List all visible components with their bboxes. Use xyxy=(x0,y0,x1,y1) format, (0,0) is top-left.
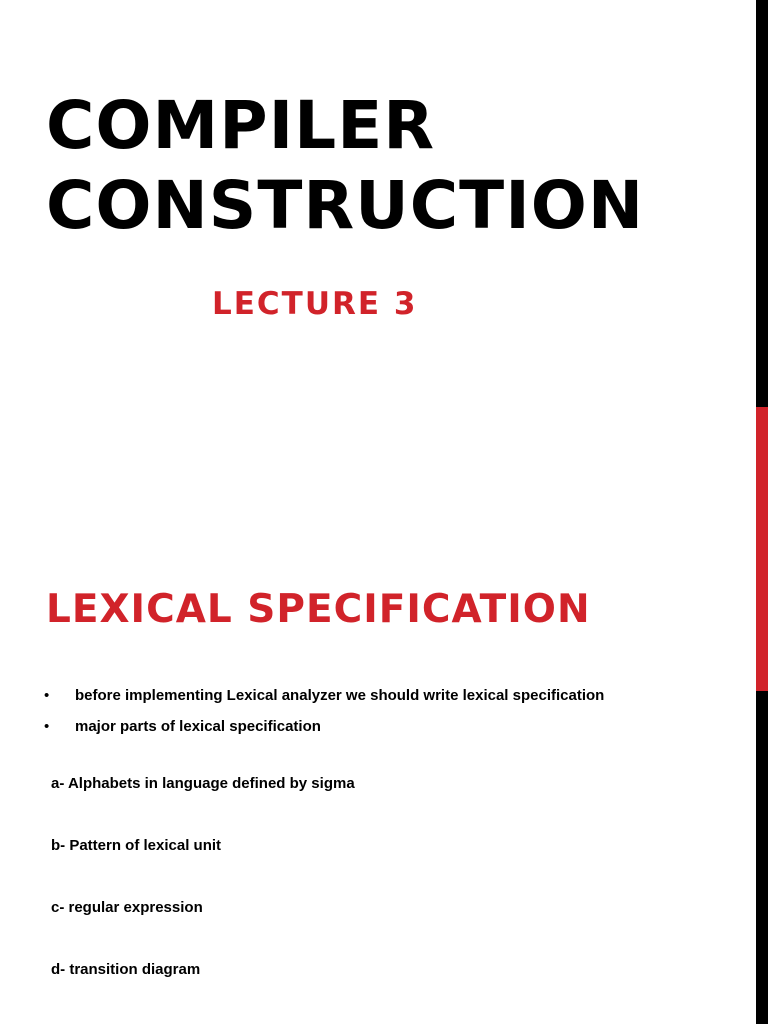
bullet-item xyxy=(44,711,604,742)
slide-title-line-2: CONSTRUCTION xyxy=(46,167,645,244)
lecture-subtitle: LECTURE 3 xyxy=(212,286,418,322)
side-bar-black-bottom xyxy=(756,691,768,1024)
side-bar-red-accent xyxy=(756,407,768,691)
part-item-c: c- regular expression xyxy=(51,899,203,916)
slide-title-line-1: COMPILER xyxy=(46,87,436,164)
slide-title xyxy=(46,86,644,246)
bullet-list xyxy=(44,680,604,742)
part-item-b: b- Pattern of lexical unit xyxy=(51,837,222,854)
part-item-d: d- transition diagram xyxy=(51,961,201,978)
parts-list xyxy=(51,768,355,1016)
bullet-text: major parts of lexical specification xyxy=(75,718,321,735)
bullet-marker: • xyxy=(44,718,50,735)
bullet-text: before implementing Lexical analyzer we should write lexical specification xyxy=(75,687,605,704)
bullet-marker: • xyxy=(44,687,50,704)
side-bar-black-top xyxy=(756,0,768,407)
part-item-a: a- Alphabets in language defined by sigma xyxy=(51,775,355,792)
section-heading: LEXICAL SPECIFICATION xyxy=(46,587,591,632)
bullet-item xyxy=(44,680,604,711)
